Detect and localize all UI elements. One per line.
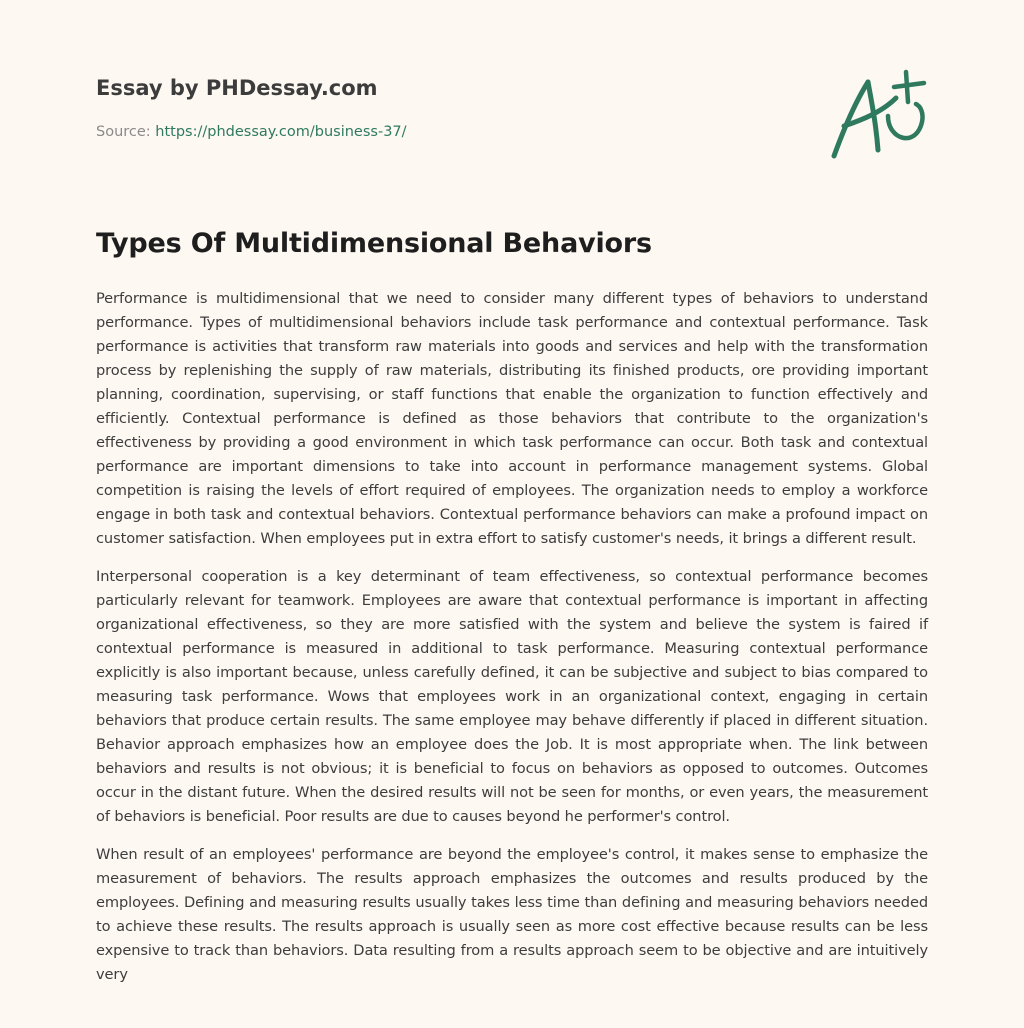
- site-name: Essay by PHDessay.com: [96, 76, 378, 100]
- article-title: Types Of Multidimensional Behaviors: [96, 228, 652, 259]
- page-header: [96, 0, 928, 190]
- article-paragraph: Performance is multidimensional that we need to consider many different types of behaviors to understand performance. Types of multidimensional behaviors include task performance and contextual performance. Task performance is activities that transform raw materials into goods and services and help with the transformation process by replenishing the supply of raw materials, distributing its finished products, ore providing important planning, coordination, supervising, or staff functions that enable the organization to function effectively and efficiently. Contextual performance is defined as those behaviors that contribute to the organization's effectiveness by providing a good environment in which task performance can occur. Both task and contextual performance are important dimensions to take into account in performance management systems. Global competition is raising the levels of effort required of employees. The organization needs to employ a workforce engage in both task and contextual behaviors. Contextual performance behaviors can make a profound impact on customer satisfaction. When employees put in extra effort to satisfy customer's needs, it brings a different result.: [96, 290, 928, 547]
- article-paragraph: Interpersonal cooperation is a key determinant of team effectiveness, so contextual performance becomes particularly relevant for teamwork. Employees are aware that contextual performance is important in affecting organizational effectiveness, so they are more satisfied with the system and believe the system is faired if contextual performance is measured in additional to task performance. Measuring contextual performance explicitly is also important because, unless carefully defined, it can be subjective and subject to bias compared to measuring task performance. Wows that employees work in an organizational context, engaging in certain behaviors that produce certain results. The same employee may behave differently if placed in different situation. Behavior approach emphasizes how an employee does the Job. It is most appropriate when. The link between behaviors and results is not obvious; it is beneficial to focus on behaviors as opposed to outcomes. Outcomes occur in the distant future. When the desired results will not be seen for months, or even years, the measurement of behaviors is beneficial. Poor results are due to causes beyond he performer's control.: [96, 568, 928, 825]
- source-label: Source:: [96, 124, 156, 140]
- article-body: [96, 287, 928, 987]
- source-line: [96, 124, 407, 140]
- article-paragraph: When result of an employees' performance are beyond the employee's control, it makes sense to emphasize the measurement of behaviors. The results approach emphasizes the outcomes and results produced by the employees. Defining and measuring results usually takes less time than defining and measuring behaviors needed to achieve these results. The results approach is usually seen as more cost effective because results can be less expensive to track than behaviors. Data resulting from a results approach seem to be objective and are intuitively very: [96, 846, 928, 983]
- source-link[interactable]: https://phdessay.com/business-37/: [155, 124, 407, 140]
- a-plus-grade-icon: [828, 68, 932, 164]
